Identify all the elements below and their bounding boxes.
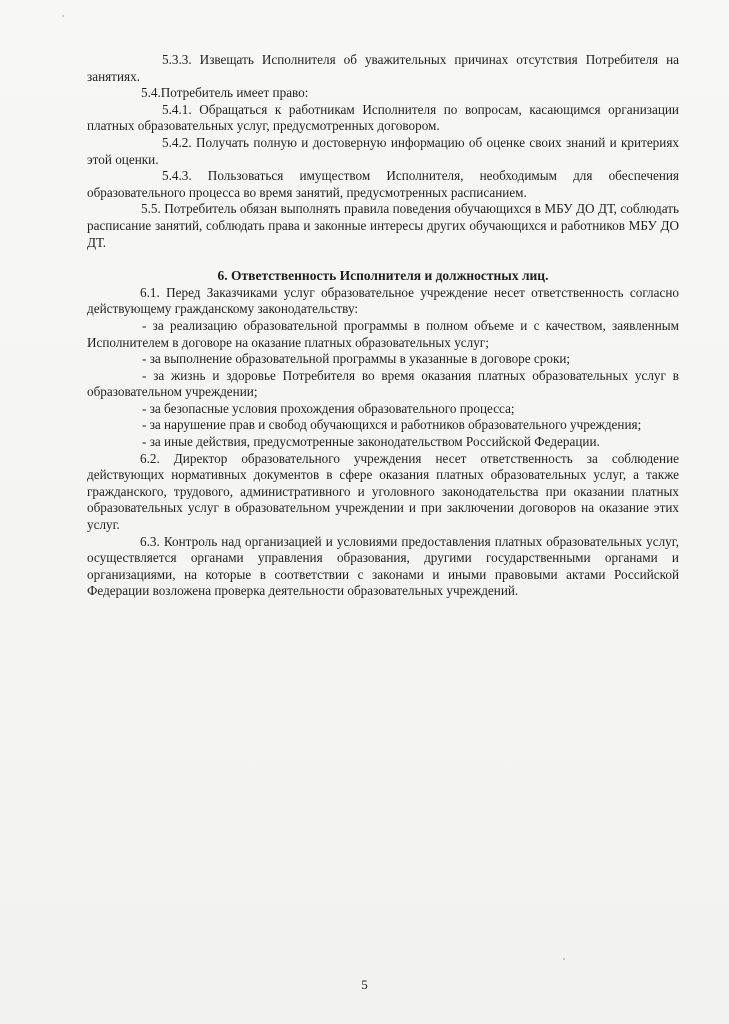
page-number: 5 — [361, 977, 368, 992]
scan-speck — [563, 958, 565, 960]
scan-speck — [62, 15, 64, 17]
list-item: - за выполнение образовательной программы в указанные в договоре сроки; — [142, 351, 571, 367]
clause-6-1: 6.1. Перед Заказчиками услуг образовательное учреждение несет ответственность согласно действующему гражданскому законодательству: — [87, 284, 679, 317]
clause-5-4-3: 5.4.3. Пользоваться имуществом Исполнителя, необходимым для обеспечения образовательного процесса во время занятий, предусмотренных расписанием. — [87, 168, 679, 200]
clause-5-3-3: 5.3.3. Извещать Исполнителя об уважительных причинах отсутствия Потребителя на занятиях. — [87, 52, 679, 84]
section-heading: 6. Ответственность Исполнителя и должностных лиц. — [217, 268, 549, 284]
list-item: - за безопасные условия прохождения образовательного процесса; — [142, 400, 515, 416]
list-item: - за нарушение прав и свобод обучающихся и работников образовательного учреждения; — [142, 417, 642, 433]
clause-5-5: 5.5. Потребитель обязан выполнять правила поведения обучающихся в МБУ ДО ДТ, соблюдать расписание занятий, соблюдать права и законные интересы других обучающихся и работников МБУ ДО ДТ. — [87, 201, 679, 250]
list-item: - за иные действия, предусмотренные законодательством Российской Федерации. — [142, 434, 600, 450]
list-item: - за реализацию образовательной программы в полном объеме и с качеством, заявленным Исполнителем в договоре на оказание платных образовательных услуг; — [87, 317, 679, 350]
document-body — [87, 52, 679, 600]
clause-5-4-1: 5.4.1. Обращаться к работникам Исполнителя по вопросам, касающимся организации платных образовательных услуг, предусмотренных договором. — [87, 101, 679, 134]
clause-5-4-2: 5.4.2. Получать полную и достоверную информацию об оценке своих знаний и критериях этой оценки. — [87, 134, 679, 167]
clause-6-2: 6.2. Директор образовательного учреждения несет ответственность за соблюдение действующих нормативных документов в сфере оказания платных образовательных услуг, а также гражданского, трудового, административного и уголовного законодательства при оказании платных образовательных услуг в образовательном учреждении и при заключении договоров на оказание этих услуг. — [87, 450, 679, 533]
list-item: - за жизнь и здоровье Потребителя во время оказания платных образовательных услуг в образовательном учреждении; — [87, 367, 679, 400]
clause-5-4: 5.4.Потребитель имеет право: — [141, 85, 309, 101]
clause-6-3: 6.3. Контроль над организацией и условиями предоставления платных образовательных услуг, осуществляется органами управления образования, другими государственными органами и организациями, на которые в соответствии с законами и иными правовыми актами Российской Федерации возложена проверка деятельности образовательных учреждений. — [87, 533, 679, 599]
